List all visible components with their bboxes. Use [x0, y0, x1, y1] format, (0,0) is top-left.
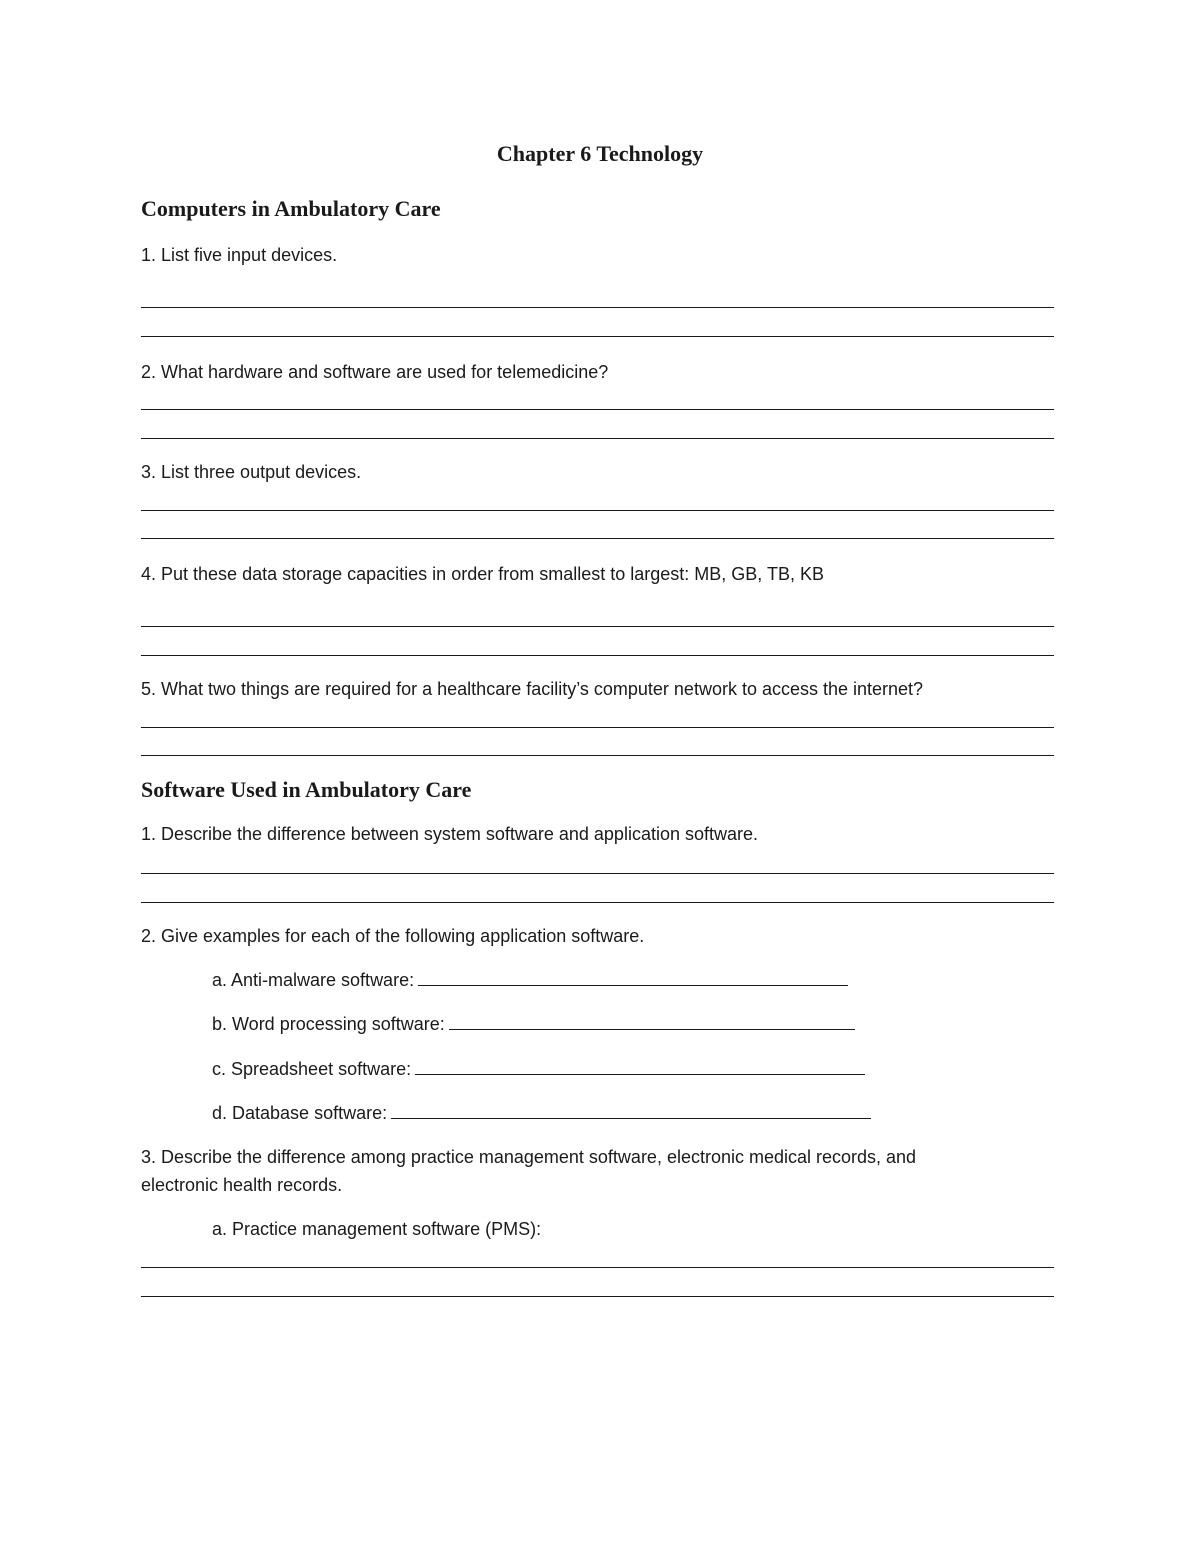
answer-blank[interactable] — [418, 967, 848, 986]
example-item-database — [212, 1099, 871, 1127]
example-item-spreadsheet — [212, 1055, 865, 1083]
question-1-1: 1. List five input devices. — [141, 245, 338, 265]
example-label: d. Database software: — [212, 1103, 388, 1123]
question-2-3: 3. Describe the difference among practice management software, electronic medical records, and — [141, 1147, 917, 1167]
answer-line[interactable] — [141, 755, 1054, 756]
answer-line[interactable] — [141, 1296, 1054, 1297]
answer-line[interactable] — [141, 626, 1054, 627]
answer-line[interactable] — [141, 1267, 1054, 1268]
question-1-5: 5. What two things are required for a healthcare facility’s computer network to access the internet? — [141, 679, 924, 699]
example-item-word-processing — [212, 1010, 855, 1038]
example-item-anti-malware — [212, 966, 848, 994]
example-label: b. Word processing software: — [212, 1014, 445, 1034]
answer-line[interactable] — [141, 510, 1054, 511]
question-2-1: 1. Describe the difference between system software and application software. — [141, 824, 759, 844]
example-label: a. Anti-malware software: — [212, 970, 415, 990]
question-1-2: 2. What hardware and software are used for telemedicine? — [141, 362, 609, 382]
question-1-4: 4. Put these data storage capacities in order from smallest to largest: MB, GB, TB, KB — [141, 564, 824, 584]
answer-line[interactable] — [141, 409, 1054, 410]
section-heading-computers: Computers in Ambulatory Care — [141, 196, 441, 221]
answer-line[interactable] — [141, 655, 1054, 656]
page-title: Chapter 6 Technology — [496, 141, 704, 166]
answer-blank[interactable] — [391, 1100, 871, 1119]
question-2-2: 2. Give examples for each of the following application software. — [141, 926, 645, 946]
answer-line[interactable] — [141, 727, 1054, 728]
answer-blank[interactable] — [449, 1011, 855, 1030]
answer-blank[interactable] — [415, 1056, 865, 1075]
answer-line[interactable] — [141, 538, 1054, 539]
section-heading-software: Software Used in Ambulatory Care — [141, 777, 472, 802]
question-1-3: 3. List three output devices. — [141, 462, 362, 482]
example-label: c. Spreadsheet software: — [212, 1059, 412, 1079]
answer-line[interactable] — [141, 873, 1054, 874]
answer-line[interactable] — [141, 336, 1054, 337]
answer-line[interactable] — [141, 902, 1054, 903]
answer-line[interactable] — [141, 438, 1054, 439]
question-2-3-continued: electronic health records. — [141, 1175, 343, 1195]
answer-line[interactable] — [141, 307, 1054, 308]
pms-label: a. Practice management software (PMS): — [212, 1219, 542, 1239]
